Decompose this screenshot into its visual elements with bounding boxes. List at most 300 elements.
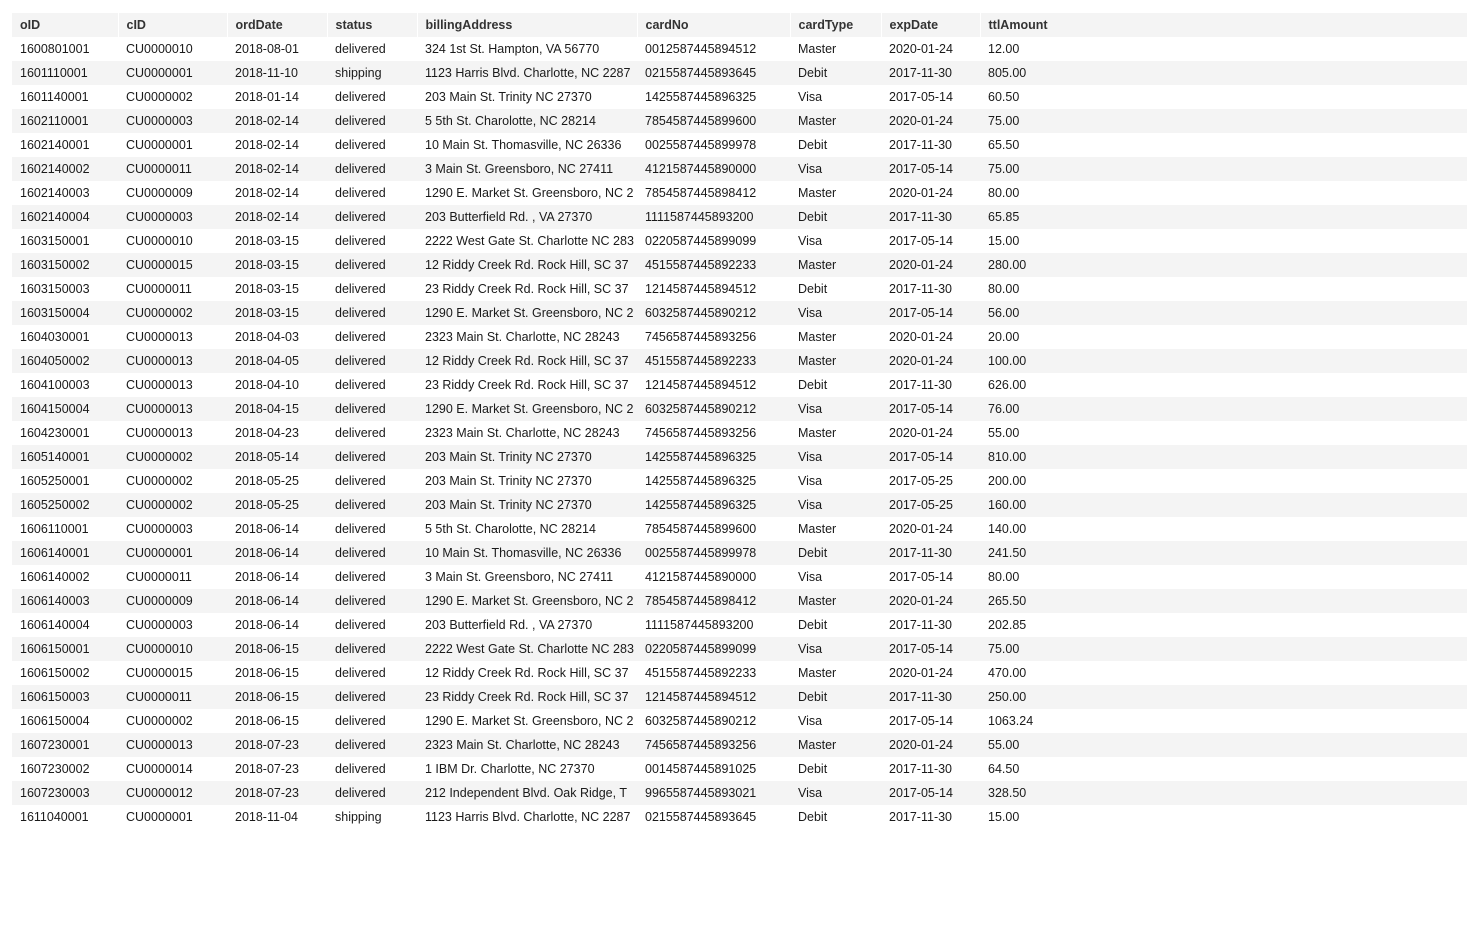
cell-card-number: 0215587445893645 [637,61,790,85]
cell-card-type: Debit [790,205,881,229]
cell-order-id: 1606150001 [12,637,118,661]
cell-billing-address: 324 1st St. Hampton, VA 56770 [417,37,637,61]
cell-expiry-date: 2017-11-30 [881,61,980,85]
table-row[interactable] [12,637,1467,661]
cell-order-id: 1603150001 [12,229,118,253]
cell-card-type: Master [790,253,881,277]
cell-card-number: 7854587445898412 [637,181,790,205]
cell-status: delivered [327,85,417,109]
cell-status: delivered [327,613,417,637]
cell-total-amount: 80.00 [980,277,1467,301]
cell-total-amount: 75.00 [980,157,1467,181]
cell-customer-id: CU0000010 [118,637,227,661]
cell-card-type: Visa [790,157,881,181]
cell-status: delivered [327,205,417,229]
table-row[interactable] [12,61,1467,85]
cell-status: delivered [327,301,417,325]
cell-billing-address: 12 Riddy Creek Rd. Rock Hill, SC 37 [417,661,637,685]
cell-total-amount: 250.00 [980,685,1467,709]
cell-status: delivered [327,637,417,661]
table-row[interactable] [12,133,1467,157]
cell-order-id: 1604030001 [12,325,118,349]
cell-card-type: Master [790,733,881,757]
cell-card-number: 7854587445899600 [637,109,790,133]
cell-card-type: Visa [790,469,881,493]
cell-status: delivered [327,421,417,445]
table-row[interactable] [12,757,1467,781]
table-row[interactable] [12,301,1467,325]
cell-order-date: 2018-08-01 [227,37,327,61]
cell-expiry-date: 2020-01-24 [881,109,980,133]
cell-order-date: 2018-02-14 [227,181,327,205]
cell-order-id: 1605250001 [12,469,118,493]
cell-billing-address: 1290 E. Market St. Greensboro, NC 2 [417,181,637,205]
cell-status: shipping [327,61,417,85]
cell-expiry-date: 2017-05-25 [881,493,980,517]
cell-customer-id: CU0000003 [118,613,227,637]
cell-card-type: Master [790,421,881,445]
cell-billing-address: 23 Riddy Creek Rd. Rock Hill, SC 37 [417,373,637,397]
cell-billing-address: 12 Riddy Creek Rd. Rock Hill, SC 37 [417,253,637,277]
cell-billing-address: 2222 West Gate St. Charlotte NC 283 [417,229,637,253]
cell-card-number: 1111587445893200 [637,205,790,229]
cell-expiry-date: 2017-05-14 [881,565,980,589]
cell-customer-id: CU0000010 [118,37,227,61]
cell-order-id: 1606140004 [12,613,118,637]
cell-billing-address: 203 Butterfield Rd. , VA 27370 [417,613,637,637]
cell-total-amount: 626.00 [980,373,1467,397]
table-row[interactable] [12,205,1467,229]
cell-status: delivered [327,253,417,277]
cell-status: delivered [327,445,417,469]
cell-status: delivered [327,781,417,805]
cell-billing-address: 1290 E. Market St. Greensboro, NC 2 [417,709,637,733]
cell-expiry-date: 2017-05-14 [881,445,980,469]
cell-status: delivered [327,373,417,397]
cell-customer-id: CU0000003 [118,109,227,133]
cell-order-date: 2018-11-04 [227,805,327,829]
cell-billing-address: 10 Main St. Thomasville, NC 26336 [417,133,637,157]
cell-customer-id: CU0000011 [118,565,227,589]
cell-order-id: 1607230001 [12,733,118,757]
cell-order-id: 1602140002 [12,157,118,181]
cell-customer-id: CU0000015 [118,253,227,277]
cell-card-type: Visa [790,493,881,517]
cell-total-amount: 15.00 [980,229,1467,253]
cell-order-date: 2018-06-15 [227,709,327,733]
cell-expiry-date: 2017-11-30 [881,805,980,829]
column-header-order-id[interactable]: oID [12,13,118,37]
cell-status: delivered [327,181,417,205]
cell-customer-id: CU0000009 [118,181,227,205]
cell-order-date: 2018-03-15 [227,301,327,325]
cell-billing-address: 203 Main St. Trinity NC 27370 [417,493,637,517]
cell-billing-address: 2323 Main St. Charlotte, NC 28243 [417,733,637,757]
cell-card-type: Debit [790,805,881,829]
cell-status: delivered [327,733,417,757]
cell-status: delivered [327,133,417,157]
cell-expiry-date: 2017-11-30 [881,757,980,781]
column-header-order-date[interactable]: ordDate [227,13,327,37]
cell-order-date: 2018-04-05 [227,349,327,373]
cell-order-date: 2018-04-03 [227,325,327,349]
cell-total-amount: 55.00 [980,733,1467,757]
cell-total-amount: 160.00 [980,493,1467,517]
cell-billing-address: 2323 Main St. Charlotte, NC 28243 [417,325,637,349]
cell-card-number: 1425587445896325 [637,85,790,109]
table-row[interactable] [12,493,1467,517]
cell-order-date: 2018-02-14 [227,205,327,229]
cell-order-date: 2018-05-14 [227,445,327,469]
cell-order-date: 2018-07-23 [227,781,327,805]
cell-order-date: 2018-06-14 [227,613,327,637]
cell-billing-address: 2222 West Gate St. Charlotte NC 283 [417,637,637,661]
cell-order-id: 1601110001 [12,61,118,85]
table-row[interactable] [12,253,1467,277]
column-header-card-type[interactable]: cardType [790,13,881,37]
cell-customer-id: CU0000013 [118,349,227,373]
cell-expiry-date: 2017-05-25 [881,469,980,493]
cell-expiry-date: 2017-05-14 [881,397,980,421]
cell-order-id: 1604230001 [12,421,118,445]
table-row[interactable] [12,685,1467,709]
cell-order-date: 2018-07-23 [227,757,327,781]
cell-customer-id: CU0000002 [118,709,227,733]
cell-card-number: 1214587445894512 [637,685,790,709]
cell-card-number: 4515587445892233 [637,349,790,373]
table-row[interactable] [12,181,1467,205]
cell-total-amount: 15.00 [980,805,1467,829]
cell-customer-id: CU0000015 [118,661,227,685]
cell-billing-address: 3 Main St. Greensboro, NC 27411 [417,565,637,589]
cell-order-id: 1606110001 [12,517,118,541]
cell-expiry-date: 2020-01-24 [881,37,980,61]
cell-status: delivered [327,157,417,181]
cell-card-number: 0220587445899099 [637,229,790,253]
cell-order-date: 2018-06-14 [227,517,327,541]
cell-billing-address: 203 Main St. Trinity NC 27370 [417,469,637,493]
table-row[interactable] [12,805,1467,829]
cell-order-date: 2018-06-15 [227,637,327,661]
cell-card-number: 4121587445890000 [637,565,790,589]
cell-order-id: 1601140001 [12,85,118,109]
cell-status: delivered [327,517,417,541]
cell-order-date: 2018-06-15 [227,685,327,709]
cell-customer-id: CU0000009 [118,589,227,613]
cell-total-amount: 265.50 [980,589,1467,613]
cell-billing-address: 23 Riddy Creek Rd. Rock Hill, SC 37 [417,685,637,709]
cell-total-amount: 20.00 [980,325,1467,349]
cell-order-date: 2018-06-14 [227,541,327,565]
cell-order-id: 1606140001 [12,541,118,565]
table-row[interactable] [12,397,1467,421]
cell-card-number: 6032587445890212 [637,301,790,325]
cell-status: delivered [327,325,417,349]
cell-card-type: Master [790,109,881,133]
cell-billing-address: 1290 E. Market St. Greensboro, NC 2 [417,301,637,325]
cell-total-amount: 76.00 [980,397,1467,421]
cell-card-number: 7456587445893256 [637,733,790,757]
table-row[interactable] [12,229,1467,253]
table-row[interactable] [12,541,1467,565]
cell-order-id: 1605250002 [12,493,118,517]
cell-card-type: Master [790,661,881,685]
cell-status: delivered [327,37,417,61]
table-row[interactable] [12,325,1467,349]
cell-billing-address: 203 Butterfield Rd. , VA 27370 [417,205,637,229]
cell-expiry-date: 2020-01-24 [881,661,980,685]
cell-expiry-date: 2017-11-30 [881,685,980,709]
cell-order-date: 2018-07-23 [227,733,327,757]
cell-customer-id: CU0000002 [118,469,227,493]
cell-card-number: 0220587445899099 [637,637,790,661]
table-row[interactable] [12,37,1467,61]
cell-order-date: 2018-06-14 [227,565,327,589]
cell-billing-address: 1 IBM Dr. Charlotte, NC 27370 [417,757,637,781]
cell-customer-id: CU0000011 [118,157,227,181]
cell-billing-address: 203 Main St. Trinity NC 27370 [417,85,637,109]
cell-billing-address: 1123 Harris Blvd. Charlotte, NC 2287 [417,805,637,829]
cell-total-amount: 60.50 [980,85,1467,109]
cell-card-number: 4515587445892233 [637,661,790,685]
cell-order-id: 1605140001 [12,445,118,469]
cell-billing-address: 5 5th St. Charolotte, NC 28214 [417,109,637,133]
cell-customer-id: CU0000001 [118,541,227,565]
cell-customer-id: CU0000003 [118,517,227,541]
cell-status: delivered [327,757,417,781]
cell-total-amount: 202.85 [980,613,1467,637]
cell-status: delivered [327,469,417,493]
cell-order-date: 2018-11-10 [227,61,327,85]
cell-total-amount: 65.85 [980,205,1467,229]
cell-total-amount: 241.50 [980,541,1467,565]
cell-expiry-date: 2020-01-24 [881,589,980,613]
table-row[interactable] [12,85,1467,109]
table-row[interactable] [12,517,1467,541]
cell-card-number: 9965587445893021 [637,781,790,805]
table-row[interactable] [12,277,1467,301]
cell-billing-address: 12 Riddy Creek Rd. Rock Hill, SC 37 [417,349,637,373]
cell-expiry-date: 2017-11-30 [881,541,980,565]
cell-billing-address: 1123 Harris Blvd. Charlotte, NC 2287 [417,61,637,85]
cell-card-number: 0012587445894512 [637,37,790,61]
cell-order-date: 2018-04-15 [227,397,327,421]
cell-customer-id: CU0000013 [118,373,227,397]
table-row[interactable] [12,661,1467,685]
cell-card-number: 7854587445899600 [637,517,790,541]
cell-card-type: Debit [790,541,881,565]
cell-customer-id: CU0000012 [118,781,227,805]
cell-order-id: 1600801001 [12,37,118,61]
cell-order-id: 1604050002 [12,349,118,373]
cell-order-id: 1603150004 [12,301,118,325]
cell-expiry-date: 2017-05-14 [881,781,980,805]
table-row[interactable] [12,109,1467,133]
cell-expiry-date: 2020-01-24 [881,349,980,373]
cell-billing-address: 1290 E. Market St. Greensboro, NC 2 [417,397,637,421]
cell-card-type: Master [790,349,881,373]
cell-customer-id: CU0000003 [118,205,227,229]
table-row[interactable] [12,373,1467,397]
cell-customer-id: CU0000001 [118,133,227,157]
cell-card-number: 4515587445892233 [637,253,790,277]
cell-billing-address: 23 Riddy Creek Rd. Rock Hill, SC 37 [417,277,637,301]
cell-expiry-date: 2020-01-24 [881,325,980,349]
cell-customer-id: CU0000013 [118,733,227,757]
cell-expiry-date: 2017-05-14 [881,709,980,733]
cell-total-amount: 80.00 [980,565,1467,589]
cell-card-type: Visa [790,565,881,589]
cell-billing-address: 203 Main St. Trinity NC 27370 [417,445,637,469]
cell-order-date: 2018-02-14 [227,109,327,133]
table-row[interactable] [12,565,1467,589]
cell-card-type: Master [790,325,881,349]
cell-order-date: 2018-04-23 [227,421,327,445]
cell-card-number: 0014587445891025 [637,757,790,781]
cell-status: delivered [327,685,417,709]
cell-order-date: 2018-03-15 [227,277,327,301]
cell-order-id: 1606150003 [12,685,118,709]
cell-card-type: Debit [790,61,881,85]
cell-order-date: 2018-05-25 [227,493,327,517]
cell-order-id: 1602110001 [12,109,118,133]
column-header-expiry-date[interactable]: expDate [881,13,980,37]
cell-card-type: Debit [790,757,881,781]
cell-order-id: 1606140002 [12,565,118,589]
cell-status: delivered [327,349,417,373]
cell-expiry-date: 2020-01-24 [881,181,980,205]
column-header-customer-id[interactable]: cID [118,13,227,37]
table-row[interactable] [12,589,1467,613]
cell-card-type: Debit [790,373,881,397]
cell-order-date: 2018-01-14 [227,85,327,109]
cell-customer-id: CU0000013 [118,397,227,421]
table-row[interactable] [12,469,1467,493]
cell-billing-address: 2323 Main St. Charlotte, NC 28243 [417,421,637,445]
cell-card-number: 4121587445890000 [637,157,790,181]
cell-expiry-date: 2020-01-24 [881,421,980,445]
cell-customer-id: CU0000001 [118,61,227,85]
cell-expiry-date: 2017-05-14 [881,229,980,253]
cell-expiry-date: 2020-01-24 [881,517,980,541]
cell-expiry-date: 2020-01-24 [881,733,980,757]
cell-order-date: 2018-03-15 [227,253,327,277]
table-row[interactable] [12,709,1467,733]
cell-order-id: 1606150002 [12,661,118,685]
cell-total-amount: 64.50 [980,757,1467,781]
cell-customer-id: CU0000014 [118,757,227,781]
cell-card-type: Debit [790,613,881,637]
cell-customer-id: CU0000002 [118,85,227,109]
cell-order-id: 1602140004 [12,205,118,229]
cell-card-type: Master [790,181,881,205]
column-header-total-amount[interactable]: ttlAmount [980,13,1467,37]
cell-expiry-date: 2017-11-30 [881,613,980,637]
table-row[interactable] [12,445,1467,469]
table-row[interactable] [12,613,1467,637]
cell-card-number: 6032587445890212 [637,709,790,733]
table-row[interactable] [12,733,1467,757]
column-header-status[interactable]: status [327,13,417,37]
cell-total-amount: 1063.24 [980,709,1467,733]
cell-card-number: 0025587445899978 [637,133,790,157]
cell-card-number: 1425587445896325 [637,445,790,469]
cell-status: delivered [327,109,417,133]
table-row[interactable] [12,421,1467,445]
cell-order-id: 1607230002 [12,757,118,781]
cell-card-number: 1111587445893200 [637,613,790,637]
cell-card-type: Visa [790,445,881,469]
cell-total-amount: 328.50 [980,781,1467,805]
cell-status: delivered [327,229,417,253]
cell-status: shipping [327,805,417,829]
cell-total-amount: 100.00 [980,349,1467,373]
cell-customer-id: CU0000001 [118,805,227,829]
cell-card-type: Master [790,589,881,613]
cell-order-id: 1606140003 [12,589,118,613]
cell-customer-id: CU0000010 [118,229,227,253]
cell-order-id: 1602140003 [12,181,118,205]
cell-status: delivered [327,397,417,421]
cell-total-amount: 75.00 [980,637,1467,661]
cell-card-number: 0025587445899978 [637,541,790,565]
cell-total-amount: 140.00 [980,517,1467,541]
column-header-billing-address[interactable]: billingAddress [417,13,637,37]
cell-card-type: Visa [790,301,881,325]
cell-expiry-date: 2017-05-14 [881,85,980,109]
cell-card-type: Visa [790,781,881,805]
cell-status: delivered [327,277,417,301]
cell-card-number: 7456587445893256 [637,421,790,445]
cell-card-type: Visa [790,709,881,733]
cell-card-number: 1214587445894512 [637,373,790,397]
cell-order-date: 2018-06-15 [227,661,327,685]
cell-order-id: 1604100003 [12,373,118,397]
cell-customer-id: CU0000002 [118,445,227,469]
table-header [12,13,1467,37]
cell-order-id: 1602140001 [12,133,118,157]
cell-expiry-date: 2017-05-14 [881,157,980,181]
cell-order-date: 2018-03-15 [227,229,327,253]
table-row[interactable] [12,157,1467,181]
cell-billing-address: 5 5th St. Charolotte, NC 28214 [417,517,637,541]
cell-status: delivered [327,541,417,565]
cell-total-amount: 200.00 [980,469,1467,493]
cell-status: delivered [327,589,417,613]
cell-billing-address: 3 Main St. Greensboro, NC 27411 [417,157,637,181]
column-header-card-number[interactable]: cardNo [637,13,790,37]
cell-total-amount: 12.00 [980,37,1467,61]
cell-order-date: 2018-05-25 [227,469,327,493]
cell-expiry-date: 2017-05-14 [881,301,980,325]
results-grid [12,13,1467,829]
table-row[interactable] [12,349,1467,373]
cell-expiry-date: 2017-11-30 [881,373,980,397]
cell-card-type: Debit [790,133,881,157]
cell-card-number: 1425587445896325 [637,469,790,493]
header-row [12,13,1467,37]
cell-customer-id: CU0000011 [118,277,227,301]
cell-order-date: 2018-02-14 [227,133,327,157]
cell-status: delivered [327,709,417,733]
cell-billing-address: 1290 E. Market St. Greensboro, NC 2 [417,589,637,613]
table-row[interactable] [12,781,1467,805]
cell-order-date: 2018-06-14 [227,589,327,613]
orders-table [12,13,1468,829]
cell-order-id: 1607230003 [12,781,118,805]
cell-card-type: Debit [790,277,881,301]
cell-card-type: Visa [790,85,881,109]
